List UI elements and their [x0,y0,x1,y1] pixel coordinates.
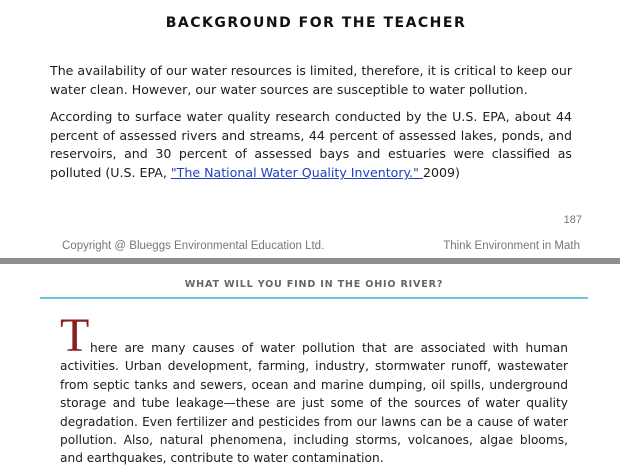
page-number: 187 [563,214,582,226]
pollution-causes-paragraph: here are many causes of water pollution that are associated with human activities. Urban development, farming, industry, stormwater runoff, wastewater from septic tanks and sewers, ocean and marine dumping, oil spills, underground storage and tube leakage—these are just some of the sources of water quality degradation. Even fertilizer and pesticides from our lawns can be a cause of water pollution. Also, natural phenomena, including storms, volcanoes, algae blooms, and earthquakes, contribute to water contamination. [60,341,568,466]
paragraph-availability: The availability of our water resources is limited, therefore, it is critical to keep our water clean. However, our water sources are susceptible to water pollution. [50,63,573,97]
section-subtitle: WHAT WILL YOU FIND IN THE OHIO RIVER? [184,279,444,290]
paragraph-epa-year: 2009) [422,165,460,181]
footer-copyright: Copyright @ Blueggs Environmental Education Ltd. [62,240,325,252]
subtitle-rule [40,297,588,299]
paragraph-epa-text: According to surface water quality research conducted by the U.S. EPA, about 44 percent of assessed rivers and streams, 44 percent of assessed lakes, ponds, and reservoirs, and 30 percent of assessed bays and estuaries were classified as polluted (U.S. EPA, [50,109,572,181]
paragraph-epa-research [50,108,572,183]
page-title: BACKGROUND FOR THE TEACHER [165,15,467,31]
lower-page [0,264,620,476]
drop-cap-letter: T [60,309,90,362]
footer-series-title: Think Environment in Math [443,240,580,252]
water-quality-inventory-link[interactable]: "The National Water Quality Inventory." [170,165,423,181]
